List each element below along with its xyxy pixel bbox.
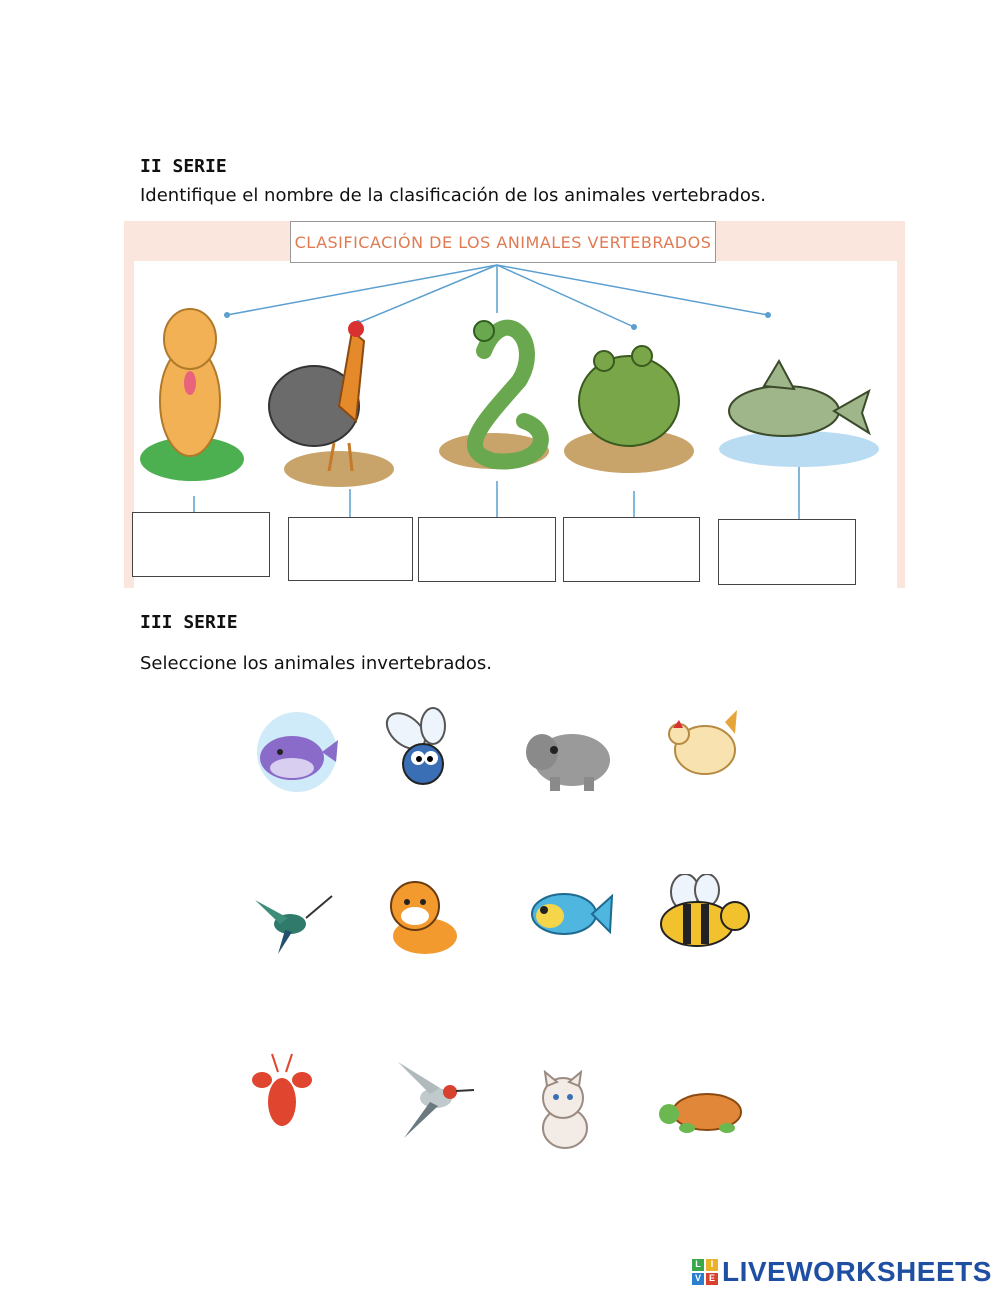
cat-icon[interactable] <box>525 1070 605 1150</box>
fish-cartoon-icon[interactable] <box>522 882 614 946</box>
serie2-heading: II SERIE <box>140 156 227 177</box>
turtle-icon[interactable] <box>655 1086 755 1136</box>
brand-name: LIVEWORKSHEETS <box>722 1256 992 1287</box>
answer-box-4[interactable] <box>563 517 700 582</box>
logo-badge-icon: L I V E <box>692 1259 718 1285</box>
liveworksheets-logo <box>692 1256 992 1288</box>
answer-box-5[interactable] <box>718 519 856 585</box>
answer-box-1[interactable] <box>132 512 270 577</box>
hummingbird-2-icon[interactable] <box>390 1058 475 1143</box>
tiger-icon[interactable] <box>380 876 470 961</box>
lobster-icon[interactable] <box>250 1052 315 1137</box>
answer-box-3[interactable] <box>418 517 556 582</box>
answer-box-2[interactable] <box>288 517 413 581</box>
serie3-heading: III SERIE <box>140 612 238 633</box>
elephant-icon[interactable] <box>522 722 617 794</box>
hen-icon[interactable] <box>665 702 745 784</box>
bee-icon[interactable] <box>655 874 753 952</box>
whale-icon[interactable] <box>250 710 345 795</box>
hummingbird-icon[interactable] <box>250 890 335 958</box>
serie2-instruction: Identifique el nombre de la clasificación de los animales vertebrados. <box>140 185 766 206</box>
serie3-instruction: Seleccione los animales invertebrados. <box>140 653 492 674</box>
diagram-title: CLASIFICACIÓN DE LOS ANIMALES VERTEBRADOS <box>290 221 716 263</box>
fly-icon[interactable] <box>378 706 473 798</box>
